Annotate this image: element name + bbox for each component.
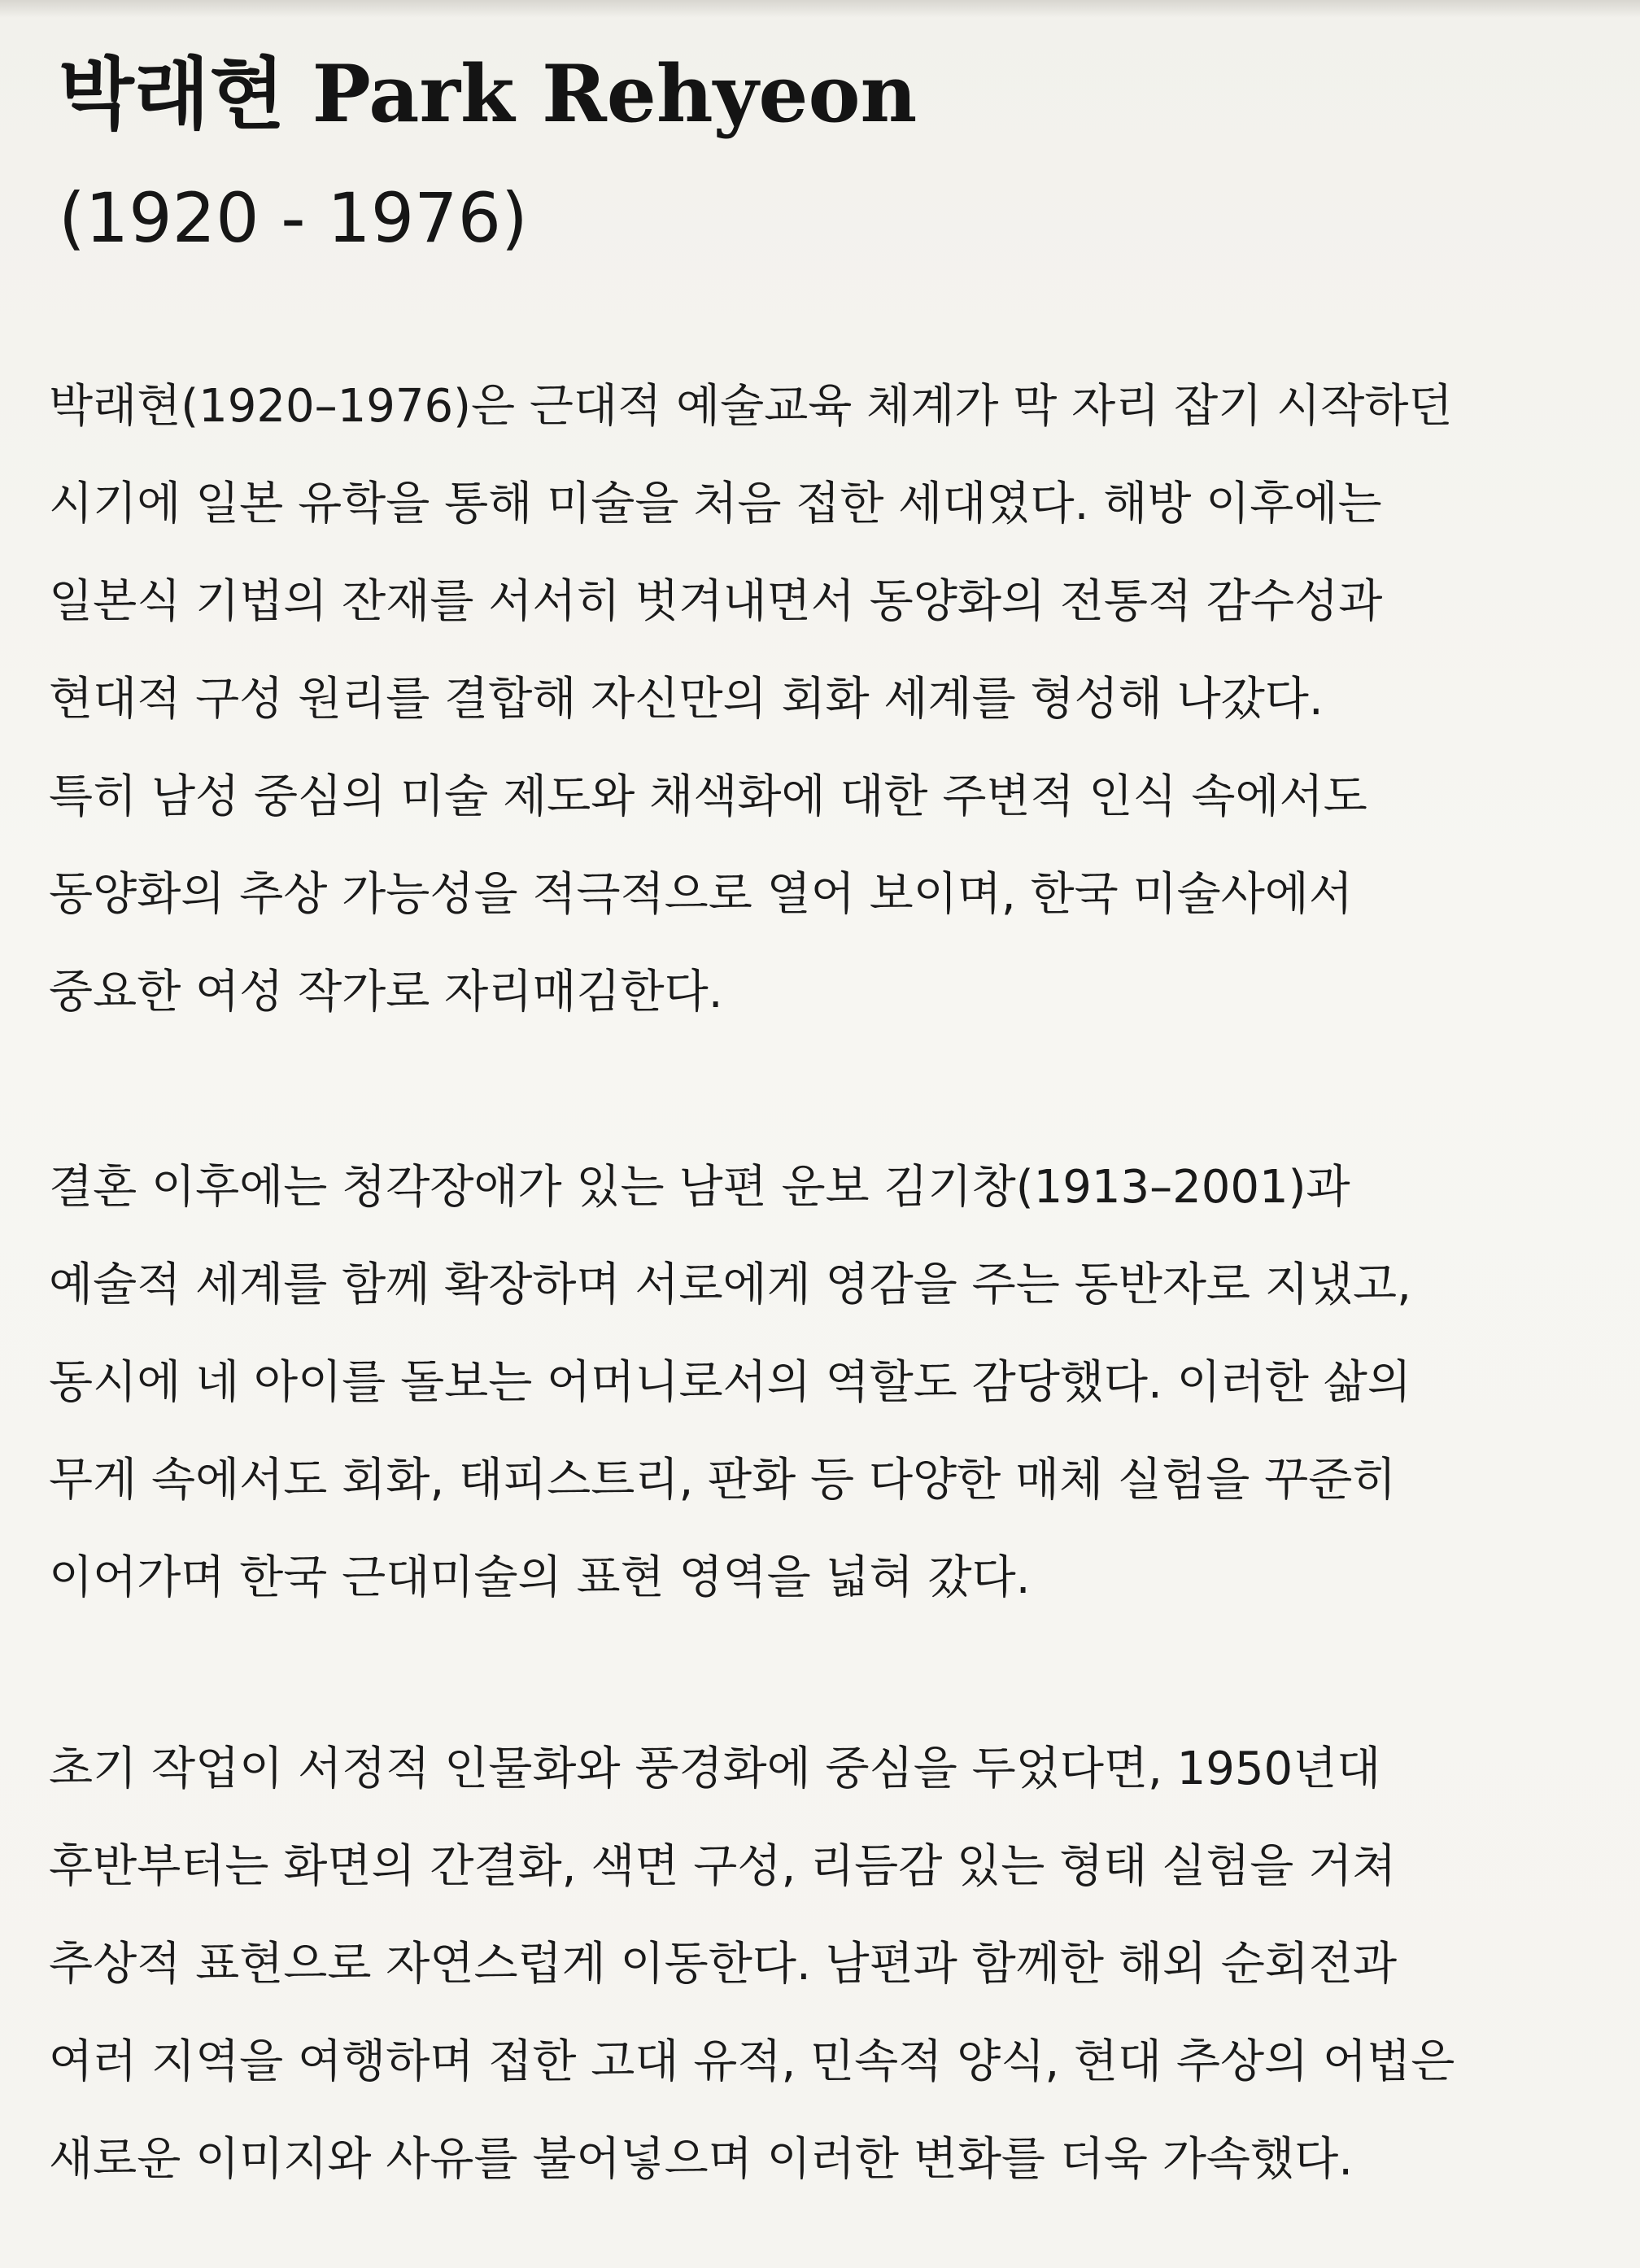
text-line: 현대적 구성 원리를 결합해 자신만의 회화 세계를 형성해 나갔다. xyxy=(49,673,1324,726)
artist-life-dates: (1920 - 1976) xyxy=(59,178,528,258)
paragraph-family-life xyxy=(49,1139,1411,1627)
text-line: 무게 속에서도 회화, 태피스트리, 판화 등 다양한 매체 실험을 꾸준히 xyxy=(49,1454,1397,1507)
text-line: 동시에 네 아이를 돌보는 어머니로서의 역할도 감당했다. 이러한 삶의 xyxy=(49,1356,1411,1409)
text-line: 이어가며 한국 근대미술의 표현 영역을 넓혀 갔다. xyxy=(49,1551,1031,1604)
text-line: 특히 남성 중심의 미술 제도와 채색화에 대한 주변적 인식 속에서도 xyxy=(49,770,1367,823)
text-line: 일본식 기법의 잔재를 서서히 벗겨내면서 동양화의 전통적 감수성과 xyxy=(49,575,1383,628)
text-line: 추상적 표현으로 자연스럽게 이동한다. 남편과 함께한 해외 순회전과 xyxy=(49,1938,1398,1991)
paragraph-education xyxy=(49,358,1453,1041)
paragraph-artistic-development xyxy=(49,1721,1455,2209)
text-line: 동양화의 추상 가능성을 적극적으로 열어 보이며, 한국 미술사에서 xyxy=(49,868,1353,921)
artist-name-heading: 박래현 Park Rehyeon xyxy=(59,48,918,140)
text-line: 새로운 이미지와 사유를 불어넣으며 이러한 변화를 더욱 가속했다. xyxy=(49,2133,1353,2186)
text-line: 예술적 세계를 함께 확장하며 서로에게 영감을 주는 동반자로 지냈고, xyxy=(49,1258,1411,1311)
text-line: 후반부터는 화면의 간결화, 색면 구성, 리듬감 있는 형태 실험을 거쳐 xyxy=(49,1840,1397,1893)
text-line: 중요한 여성 작가로 자리매김한다. xyxy=(49,966,723,1018)
panel-top-edge xyxy=(0,0,1640,18)
text-line: 박래현(1920–1976)은 근대적 예술교육 체계가 막 자리 잡기 시작하던 xyxy=(49,380,1453,433)
text-line: 초기 작업이 서정적 인물화와 풍경화에 중심을 두었다면, 1950년대 xyxy=(49,1742,1381,1795)
text-line: 결혼 이후에는 청각장애가 있는 남편 운보 김기창(1913–2001)과 xyxy=(49,1161,1350,1214)
text-line: 여러 지역을 여행하며 접한 고대 유적, 민속적 양식, 현대 추상의 어법은 xyxy=(49,2035,1455,2088)
text-line: 시기에 일본 유학을 통해 미술을 처음 접한 세대였다. 해방 이후에는 xyxy=(49,478,1382,530)
